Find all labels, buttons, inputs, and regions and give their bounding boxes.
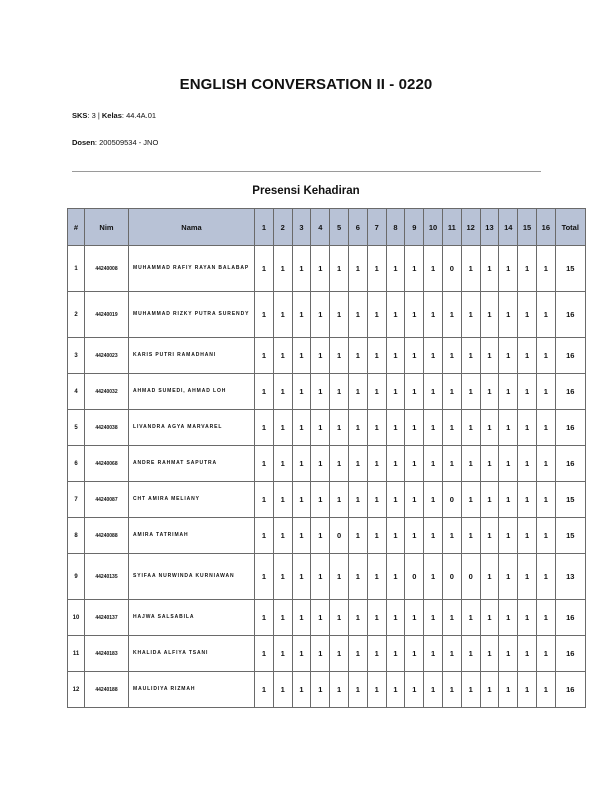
attendance-cell: 1 [330, 338, 349, 374]
column-header: 2 [273, 209, 292, 246]
attendance-cell: 1 [255, 446, 274, 482]
attendance-cell: 1 [480, 292, 499, 338]
attendance-cell: 1 [311, 554, 330, 600]
column-header: 4 [311, 209, 330, 246]
attendance-cell: 1 [424, 482, 443, 518]
attendance-cell: 1 [348, 636, 367, 672]
attendance-cell: 1 [536, 374, 555, 410]
column-header: 8 [386, 209, 405, 246]
attendance-cell: 1 [386, 636, 405, 672]
table-row [68, 292, 586, 338]
attendance-cell: 1 [461, 600, 480, 636]
total-cell: 15 [555, 482, 585, 518]
attendance-cell: 1 [480, 410, 499, 446]
attendance-cell: 1 [518, 636, 537, 672]
attendance-cell: 1 [424, 292, 443, 338]
total-cell: 16 [555, 292, 585, 338]
attendance-cell: 1 [461, 338, 480, 374]
column-header: 11 [442, 209, 461, 246]
nim-cell: 44240183 [85, 636, 129, 672]
attendance-cell: 1 [367, 636, 386, 672]
column-header: 14 [499, 209, 518, 246]
total-cell: 13 [555, 554, 585, 600]
attendance-cell: 1 [499, 292, 518, 338]
attendance-cell: 1 [518, 410, 537, 446]
attendance-cell: 1 [367, 518, 386, 554]
attendance-cell: 1 [292, 600, 311, 636]
kelas-label: Kelas [101, 111, 122, 120]
column-header: Nim [85, 209, 129, 246]
attendance-cell: 1 [255, 636, 274, 672]
nama-cell: LIVANDRA AGYA MARVAREL [129, 410, 255, 446]
attendance-cell: 1 [536, 672, 555, 708]
attendance-cell: 1 [255, 518, 274, 554]
attendance-cell: 1 [386, 600, 405, 636]
nama-cell: MAULIDIYA RIZMAH [129, 672, 255, 708]
attendance-cell: 1 [480, 636, 499, 672]
nim-cell: 44240188 [85, 672, 129, 708]
attendance-cell: 1 [292, 374, 311, 410]
attendance-cell: 1 [273, 482, 292, 518]
attendance-cell: 1 [480, 518, 499, 554]
attendance-cell: 1 [480, 446, 499, 482]
attendance-cell: 1 [461, 446, 480, 482]
attendance-cell: 1 [442, 410, 461, 446]
attendance-cell: 1 [442, 292, 461, 338]
attendance-cell: 1 [292, 672, 311, 708]
attendance-cell: 1 [311, 446, 330, 482]
attendance-cell: 1 [424, 374, 443, 410]
attendance-cell: 1 [405, 374, 424, 410]
table-row [68, 636, 586, 672]
attendance-cell: 1 [367, 600, 386, 636]
total-cell: 16 [555, 672, 585, 708]
attendance-cell: 1 [348, 482, 367, 518]
attendance-cell: 1 [292, 338, 311, 374]
attendance-cell: 1 [273, 446, 292, 482]
attendance-cell: 1 [499, 636, 518, 672]
attendance-cell: 1 [461, 410, 480, 446]
attendance-cell: 1 [461, 672, 480, 708]
meta-sks-kelas [72, 111, 156, 120]
attendance-cell: 1 [424, 446, 443, 482]
attendance-cell: 0 [330, 518, 349, 554]
attendance-cell: 1 [255, 600, 274, 636]
attendance-cell: 1 [292, 292, 311, 338]
total-cell: 16 [555, 446, 585, 482]
column-header: Nama [129, 209, 255, 246]
attendance-cell: 1 [311, 672, 330, 708]
attendance-cell: 1 [292, 554, 311, 600]
attendance-cell: 1 [386, 672, 405, 708]
attendance-cell: 1 [386, 518, 405, 554]
column-header: 7 [367, 209, 386, 246]
attendance-cell: 1 [405, 410, 424, 446]
attendance-cell: 0 [405, 554, 424, 600]
attendance-cell: 1 [518, 446, 537, 482]
attendance-cell: 1 [273, 672, 292, 708]
dosen-label: Dosen [72, 138, 95, 147]
attendance-cell: 1 [518, 338, 537, 374]
attendance-cell: 1 [255, 482, 274, 518]
row-number-cell: 8 [68, 518, 85, 554]
attendance-cell: 1 [386, 338, 405, 374]
attendance-cell: 1 [424, 600, 443, 636]
attendance-cell: 1 [424, 246, 443, 292]
attendance-cell: 1 [405, 518, 424, 554]
attendance-cell: 1 [311, 518, 330, 554]
attendance-cell: 1 [330, 672, 349, 708]
attendance-cell: 1 [424, 672, 443, 708]
nim-cell: 44240038 [85, 410, 129, 446]
attendance-cell: 1 [499, 482, 518, 518]
row-number-cell: 11 [68, 636, 85, 672]
column-header: # [68, 209, 85, 246]
column-header: 5 [330, 209, 349, 246]
attendance-cell: 1 [367, 410, 386, 446]
attendance-cell: 1 [461, 482, 480, 518]
section-title: Presensi Kehadiran [252, 185, 360, 197]
attendance-cell: 1 [424, 410, 443, 446]
attendance-cell: 1 [499, 554, 518, 600]
attendance-cell: 1 [536, 338, 555, 374]
attendance-cell: 1 [348, 410, 367, 446]
nama-cell: ANDRE RAHMAT SAPUTRA [129, 446, 255, 482]
dosen-value: : 200509534 - JNO [94, 138, 159, 147]
attendance-cell: 1 [311, 600, 330, 636]
attendance-cell: 1 [461, 246, 480, 292]
attendance-cell: 0 [461, 554, 480, 600]
attendance-cell: 1 [292, 482, 311, 518]
total-cell: 16 [555, 374, 585, 410]
attendance-cell: 1 [330, 410, 349, 446]
attendance-cell: 1 [442, 672, 461, 708]
attendance-cell: 1 [499, 246, 518, 292]
attendance-cell: 1 [330, 600, 349, 636]
attendance-cell: 1 [518, 672, 537, 708]
attendance-cell: 1 [480, 554, 499, 600]
attendance-cell: 1 [273, 374, 292, 410]
attendance-cell: 1 [367, 446, 386, 482]
attendance-cell: 1 [480, 246, 499, 292]
column-header: 3 [292, 209, 311, 246]
attendance-cell: 1 [311, 246, 330, 292]
attendance-cell: 1 [518, 246, 537, 292]
attendance-cell: 1 [518, 482, 537, 518]
attendance-cell: 1 [311, 292, 330, 338]
attendance-cell: 1 [536, 600, 555, 636]
attendance-cell: 1 [386, 554, 405, 600]
attendance-cell: 1 [424, 554, 443, 600]
total-cell: 16 [555, 636, 585, 672]
attendance-cell: 1 [348, 292, 367, 338]
attendance-cell: 1 [348, 338, 367, 374]
nim-cell: 44240032 [85, 374, 129, 410]
attendance-cell: 1 [536, 410, 555, 446]
attendance-cell: 1 [273, 554, 292, 600]
attendance-cell: 1 [255, 292, 274, 338]
nama-cell: AHMAD SUMEDI, AHMAD LOH [129, 374, 255, 410]
attendance-cell: 1 [367, 338, 386, 374]
attendance-cell: 1 [480, 600, 499, 636]
nim-cell: 44240068 [85, 446, 129, 482]
attendance-cell: 1 [424, 338, 443, 374]
attendance-cell: 1 [255, 338, 274, 374]
row-number-cell: 5 [68, 410, 85, 446]
attendance-cell: 1 [367, 292, 386, 338]
nim-cell: 44240088 [85, 518, 129, 554]
attendance-cell: 1 [405, 246, 424, 292]
column-header: 10 [424, 209, 443, 246]
attendance-cell: 1 [292, 410, 311, 446]
attendance-cell: 1 [480, 482, 499, 518]
total-cell: 16 [555, 338, 585, 374]
attendance-cell: 1 [536, 246, 555, 292]
attendance-cell: 1 [311, 482, 330, 518]
attendance-cell: 1 [330, 482, 349, 518]
attendance-cell: 1 [330, 374, 349, 410]
attendance-cell: 1 [330, 246, 349, 292]
table-row [68, 600, 586, 636]
attendance-cell: 1 [424, 518, 443, 554]
attendance-cell: 1 [442, 338, 461, 374]
attendance-cell: 1 [499, 338, 518, 374]
row-number-cell: 6 [68, 446, 85, 482]
nim-cell: 44240019 [85, 292, 129, 338]
column-header: 16 [536, 209, 555, 246]
attendance-cell: 1 [386, 374, 405, 410]
attendance-cell: 1 [536, 554, 555, 600]
attendance-cell: 1 [367, 554, 386, 600]
attendance-cell: 1 [311, 410, 330, 446]
attendance-cell: 1 [311, 338, 330, 374]
attendance-cell: 1 [405, 672, 424, 708]
attendance-cell: 1 [405, 446, 424, 482]
sks-label: SKS [72, 111, 88, 120]
nim-cell: 44240023 [85, 338, 129, 374]
attendance-cell: 1 [499, 672, 518, 708]
nim-cell: 44240008 [85, 246, 129, 292]
attendance-cell: 1 [499, 518, 518, 554]
attendance-cell: 1 [292, 518, 311, 554]
attendance-cell: 1 [536, 446, 555, 482]
attendance-cell: 1 [424, 636, 443, 672]
attendance-cell: 1 [273, 636, 292, 672]
row-number-cell: 7 [68, 482, 85, 518]
row-number-cell: 2 [68, 292, 85, 338]
table-row [68, 554, 586, 600]
attendance-cell: 1 [518, 554, 537, 600]
nama-cell: SYIFAA NURWINDA KURNIAWAN [129, 554, 255, 600]
column-header: 9 [405, 209, 424, 246]
nim-cell: 44240137 [85, 600, 129, 636]
table-row [68, 672, 586, 708]
attendance-cell: 1 [386, 446, 405, 482]
attendance-cell: 1 [461, 374, 480, 410]
attendance-cell: 1 [499, 446, 518, 482]
attendance-cell: 1 [405, 482, 424, 518]
attendance-cell: 1 [499, 410, 518, 446]
kelas-value: : 44.4A.01 [121, 111, 157, 120]
nama-cell: MUHAMMAD RAFIY RAYAN BALABAP [129, 246, 255, 292]
attendance-cell: 1 [367, 482, 386, 518]
meta-dosen [72, 138, 158, 147]
attendance-cell: 1 [367, 672, 386, 708]
attendance-cell: 1 [442, 518, 461, 554]
attendance-cell: 1 [330, 292, 349, 338]
column-header: 13 [480, 209, 499, 246]
attendance-cell: 1 [518, 292, 537, 338]
row-number-cell: 1 [68, 246, 85, 292]
total-cell: 15 [555, 518, 585, 554]
attendance-cell: 1 [442, 636, 461, 672]
table-row [68, 374, 586, 410]
attendance-cell: 1 [367, 374, 386, 410]
table-body [68, 246, 586, 708]
attendance-cell: 1 [348, 600, 367, 636]
row-number-cell: 12 [68, 672, 85, 708]
attendance-cell: 1 [442, 446, 461, 482]
total-cell: 15 [555, 246, 585, 292]
attendance-cell: 1 [461, 518, 480, 554]
attendance-cell: 1 [311, 636, 330, 672]
attendance-cell: 1 [499, 600, 518, 636]
attendance-cell: 1 [255, 246, 274, 292]
attendance-cell: 1 [273, 292, 292, 338]
attendance-cell: 1 [405, 338, 424, 374]
attendance-cell: 1 [405, 600, 424, 636]
attendance-cell: 1 [480, 338, 499, 374]
attendance-cell: 1 [348, 672, 367, 708]
attendance-cell: 1 [273, 338, 292, 374]
table-row [68, 446, 586, 482]
column-header: 12 [461, 209, 480, 246]
table-row [68, 518, 586, 554]
nim-cell: 44240135 [85, 554, 129, 600]
attendance-cell: 1 [273, 410, 292, 446]
attendance-cell: 1 [273, 246, 292, 292]
nama-cell: MUHAMMAD RIZKY PUTRA SURENDY [129, 292, 255, 338]
attendance-cell: 1 [536, 518, 555, 554]
attendance-cell: 1 [518, 374, 537, 410]
total-cell: 16 [555, 410, 585, 446]
table-header-row [68, 209, 586, 246]
divider [72, 171, 541, 172]
attendance-cell: 1 [330, 554, 349, 600]
attendance-cell: 1 [461, 636, 480, 672]
nama-cell: AMIRA TATRIMAH [129, 518, 255, 554]
column-header: 6 [348, 209, 367, 246]
course-title: ENGLISH CONVERSATION II - 0220 [179, 76, 433, 93]
attendance-table [67, 208, 586, 708]
table-row [68, 410, 586, 446]
attendance-cell: 1 [292, 636, 311, 672]
table-row [68, 246, 586, 292]
attendance-cell: 1 [330, 636, 349, 672]
attendance-cell: 1 [536, 482, 555, 518]
sks-value: : 3 | [87, 111, 100, 120]
nama-cell: HAJWA SALSABILA [129, 600, 255, 636]
row-number-cell: 9 [68, 554, 85, 600]
row-number-cell: 4 [68, 374, 85, 410]
attendance-cell: 1 [480, 672, 499, 708]
attendance-cell: 1 [461, 292, 480, 338]
attendance-cell: 1 [255, 672, 274, 708]
attendance-cell: 1 [386, 292, 405, 338]
attendance-cell: 1 [311, 374, 330, 410]
attendance-cell: 1 [480, 374, 499, 410]
attendance-cell: 1 [348, 518, 367, 554]
attendance-cell: 1 [273, 518, 292, 554]
attendance-cell: 1 [386, 482, 405, 518]
table-row [68, 338, 586, 374]
attendance-cell: 1 [255, 554, 274, 600]
attendance-cell: 1 [255, 374, 274, 410]
attendance-cell: 1 [348, 374, 367, 410]
attendance-cell: 1 [348, 554, 367, 600]
attendance-cell: 1 [518, 600, 537, 636]
attendance-cell: 0 [442, 482, 461, 518]
column-header: 1 [255, 209, 274, 246]
nama-cell: KARIS PUTRI RAMADHANI [129, 338, 255, 374]
attendance-cell: 1 [405, 636, 424, 672]
attendance-cell: 1 [348, 446, 367, 482]
total-cell: 16 [555, 600, 585, 636]
attendance-cell: 1 [499, 374, 518, 410]
row-number-cell: 10 [68, 600, 85, 636]
attendance-cell: 1 [386, 246, 405, 292]
attendance-cell: 1 [255, 410, 274, 446]
attendance-cell: 1 [536, 636, 555, 672]
attendance-cell: 1 [292, 446, 311, 482]
column-header: 15 [518, 209, 537, 246]
attendance-cell: 1 [518, 518, 537, 554]
nim-cell: 44240087 [85, 482, 129, 518]
attendance-cell: 1 [273, 600, 292, 636]
nama-cell: CHT AMIRA MELIANY [129, 482, 255, 518]
attendance-cell: 1 [442, 374, 461, 410]
attendance-cell: 1 [330, 446, 349, 482]
attendance-cell: 1 [367, 246, 386, 292]
attendance-cell: 1 [536, 292, 555, 338]
attendance-cell: 1 [442, 600, 461, 636]
column-header: Total [555, 209, 585, 246]
attendance-cell: 1 [292, 246, 311, 292]
attendance-cell: 1 [348, 246, 367, 292]
nama-cell: KHALIDA ALFIYA TSANI [129, 636, 255, 672]
attendance-cell: 0 [442, 246, 461, 292]
attendance-cell: 0 [442, 554, 461, 600]
attendance-cell: 1 [405, 292, 424, 338]
table-row [68, 482, 586, 518]
attendance-cell: 1 [386, 410, 405, 446]
row-number-cell: 3 [68, 338, 85, 374]
